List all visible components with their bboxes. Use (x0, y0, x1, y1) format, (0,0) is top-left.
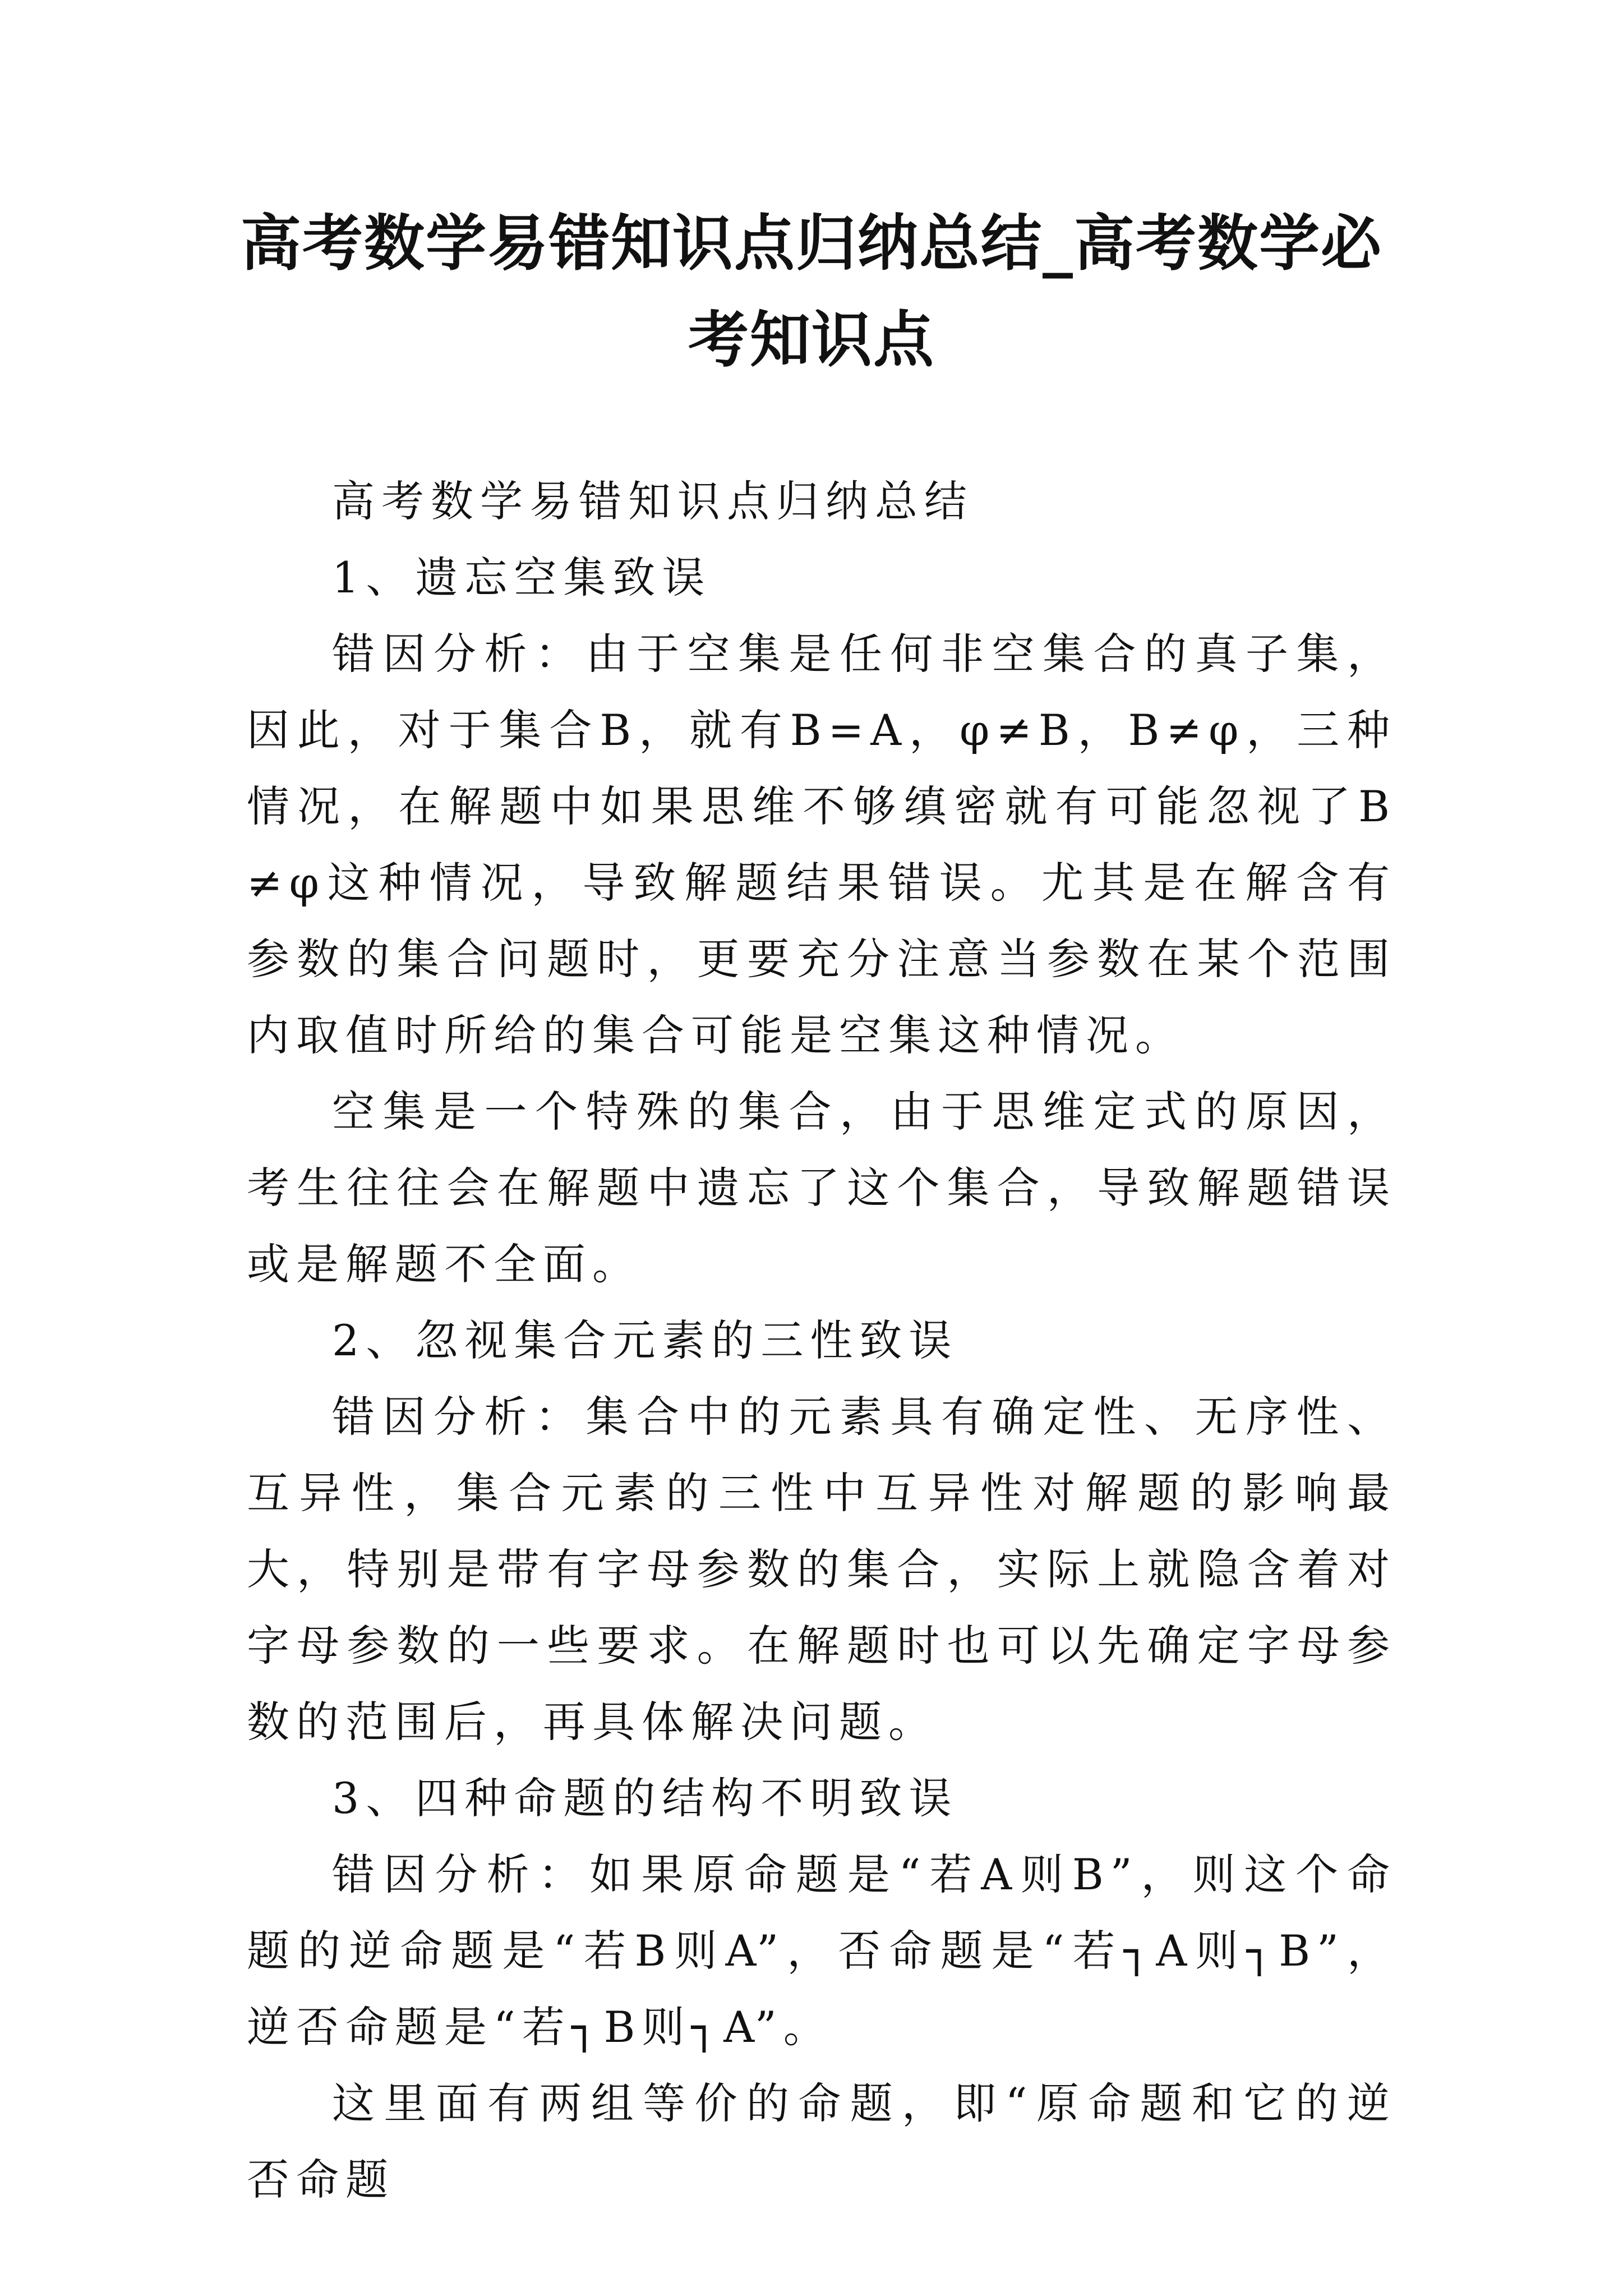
paragraph: 错因分析：如果原命题是“若A则B”，则这个命题的逆命题是“若B则A”，否命题是“若┐A则┐B”，逆否命题是“若┐B则┐A”。 (247, 1849, 1396, 2052)
paragraph: 错因分析：集合中的元素具有确定性、无序性、互异性，集合元素的三性中互异性对解题的影响最大，特别是带有字母参数的集合，实际上就隐含着对字母参数的一些要求。在解题时也可以先确定字母参数的范围后，再具体解决问题。 (247, 1392, 1396, 1747)
item-heading-1: 1、遗忘空集致误 (332, 553, 712, 602)
paragraph: 空集是一个特殊的集合，由于思维定式的原因，考生往往会在解题中遗忘了这个集合，导致解题错误或是解题不全面。 (247, 1087, 1396, 1289)
section-heading: 高考数学易错知识点归纳总结 (332, 476, 974, 526)
document-body (247, 463, 1396, 2218)
document-title: 高考数学易错知识点归纳总结_高考数学必考知识点 (240, 208, 1382, 375)
paragraph: 错因分析：由于空集是任何非空集合的真子集，因此，对于集合B，就有B=A，φ≠B，B≠φ，三种情况，在解题中如果思维不够缜密就有可能忽视了B≠φ这种情况，导致解题结果错误。尤其是在解含有参数的集合问题时，更要充分注意当参数在某个范围内取值时所给的集合可能是空集这种情况。 (247, 629, 1396, 1060)
item-heading-3: 3、四种命题的结构不明致误 (332, 1773, 958, 1823)
item-heading-2: 2、忽视集合元素的三性致误 (332, 1315, 958, 1365)
paragraph: 这里面有两组等价的命题，即“原命题和它的逆否命题 (247, 2078, 1396, 2205)
